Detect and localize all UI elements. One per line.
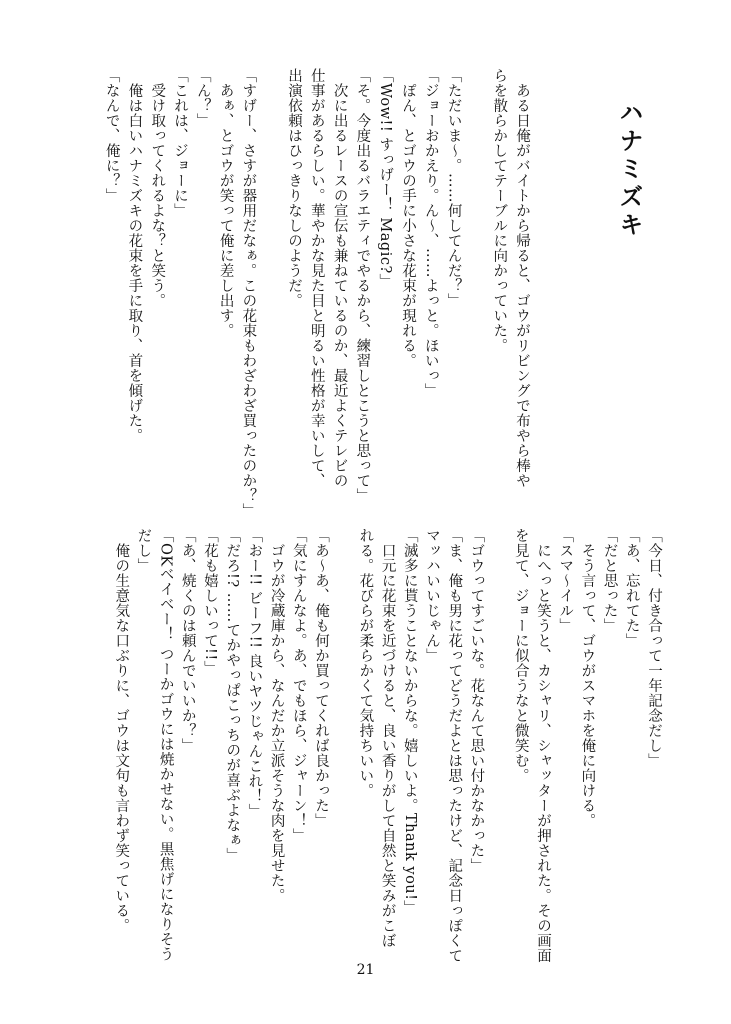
text-line: 俺の生意気な口ぶりに、ゴウは文句も言わず笑っている。 — [113, 528, 130, 933]
text-line: 俺は白いハナミズキの花束を手に取り、首を傾げた。 — [126, 68, 143, 443]
text-line: らを散らかしてテーブルに向かっていた。 — [491, 68, 508, 353]
text-line: 「あ、忘れてた」 — [623, 528, 640, 648]
text-line: そう言って、ゴウがスマホを俺に向ける。 — [579, 528, 596, 828]
text-line: 「そ。今度出るバラエティでやるから、練習しとこうと思って」 — [354, 68, 371, 503]
text-line: 仕事があるらしい。華やかな見た目と明るい性格が幸いして、 — [308, 68, 325, 488]
text-line: 「あ～あ、俺も何か買ってくれば良かった」 — [313, 528, 329, 828]
text-line: 「だろ!? ……てかやっぱこっちのが喜ぶよなぁ」 — [224, 528, 241, 863]
text-line: 「だと思った」 — [601, 528, 618, 633]
text-line: 「ま、俺も男に花ってどうだよとは思ったけど、記念日っぽくて — [446, 528, 463, 963]
text-line: ある日俺がバイトから帰ると、ゴウがリビングで布やら棒や — [514, 68, 530, 488]
chapter-title: ハナミズキ — [615, 100, 643, 240]
text-line: 「これは、ジョーに」 — [172, 68, 188, 218]
text-line: ぽん、とゴウの手に小さな花束が現れる。 — [400, 68, 416, 368]
text-line: 「あ、焼くのは頼んでいいか？」 — [179, 528, 196, 753]
text-line: 「スマ～イル」 — [557, 528, 574, 633]
text-line: 「気にすんなよ。あ、でもほら、ジャーン！」 — [290, 528, 307, 843]
text-block-top — [0, 68, 731, 518]
text-line: 「OKベイベー！ つーかゴウには焼かせない。黒焦げになりそう — [157, 528, 174, 962]
text-line: だし」 — [135, 528, 152, 573]
text-line: 受け取ってくれるよな？と笑う。 — [149, 68, 166, 308]
text-line: あぁ、とゴウが笑って俺に差し出す。 — [217, 68, 234, 338]
text-line: 「滅多に貰うことないからな。嬉しいよ。Thank you!」 — [401, 528, 418, 916]
text-line: にへっと笑うと、カシャリ、シャッターが押された。その画面 — [535, 528, 551, 963]
text-line: 「花も嬉しいって!!」 — [202, 528, 218, 676]
text-line: 「なんで、俺に？」 — [103, 68, 120, 203]
text-line: 「ん？」 — [194, 68, 211, 128]
text-line: 「Wow!! すっげー！ Magic?」 — [377, 68, 394, 289]
text-line: 「ゴウってすごいな。花なんて思い付かなかった」 — [468, 528, 485, 873]
text-line: 「ジョーおかえり。ん～、……よっと。ほいっ」 — [422, 68, 439, 398]
text-line: を見て、ジョーに似合うなと微笑む。 — [512, 528, 529, 783]
text-line: 「すげー、さすが器用だなぁ。この花束もわざわざ買ったのか？」 — [240, 68, 257, 518]
text-line: 次に出るレースの宣伝も兼ねているのか、最近よくテレビの — [331, 68, 348, 488]
text-line: れる。花びらが柔らかくて気持ちいい。 — [357, 528, 374, 798]
text-block-bottom — [0, 528, 731, 963]
text-line: 「ただいま～。……何してんだ？」 — [445, 68, 462, 308]
text-line: 「おー!! ビーフ!! 良いヤツじゃんこれ！」 — [246, 528, 263, 819]
text-line: 出演依頼はひっきりなしのようだ。 — [286, 68, 302, 308]
page-number: 21 — [356, 962, 375, 978]
text-line: マッハいいじゃん」 — [424, 528, 440, 663]
text-line: 「今日、付き合って一年記念だし」 — [646, 528, 662, 768]
text-line: ゴウが冷蔵庫から、なんだか立派そうな肉を見せた。 — [268, 528, 285, 903]
text-line: 口元に花束を近づけると、良い香りがして自然と笑みがこぼ — [379, 528, 396, 948]
